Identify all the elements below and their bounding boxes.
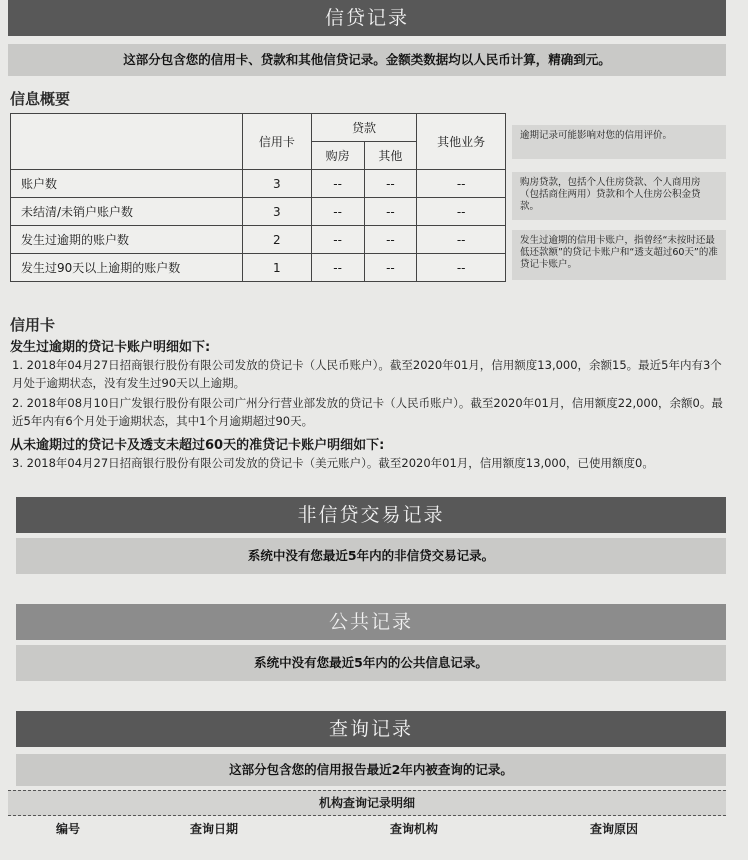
col-query-date: 查询日期 — [190, 822, 239, 836]
cell-cc: 3 — [243, 198, 312, 226]
note-house-loan: 购房贷款，包括个人住房贷款、个人商用房（包括商住两用）贷款和个人住房公积金贷款。 — [512, 172, 726, 220]
card-item-2: 2. 2018年08月10日广发银行股份有限公司广州分行营业部发放的贷记卡（人民币账户）。截至2020年01月，信用额度22,000，余额0。最近5年内有6个月处于逾期状态，其中1个月逾期超过90天。 — [12, 396, 723, 428]
public-records-text: 系统中没有您最近5年内的公共信息记录。 — [16, 645, 726, 681]
table-row — [11, 226, 506, 254]
table-row — [11, 170, 506, 198]
note-overdue-impact: 逾期记录可能影响对您的信用评价。 — [512, 125, 726, 159]
overview-table — [10, 113, 506, 282]
note-overdue-account: 发生过逾期的信用卡账户，指曾经“未按时还最低还款额”的贷记卡账户和“透支超过60天”的准贷记卡账户。 — [512, 230, 726, 280]
col-other-business: 其他业务 — [417, 114, 506, 170]
overdue-cards-title: 发生过逾期的贷记卡账户明细如下: — [10, 340, 211, 355]
cell-other: -- — [364, 198, 417, 226]
card-item-3: 3. 2018年04月27日招商银行股份有限公司发放的贷记卡（美元账户）。截至2020年01月，信用额度13,000，已使用额度0。 — [12, 456, 654, 470]
cell-other: -- — [364, 170, 417, 198]
col-loan: 贷款 — [311, 114, 417, 142]
row-label: 发生过90天以上逾期的账户数 — [11, 254, 243, 282]
inquiry-text: 这部分包含您的信用报告最近2年内被查询的记录。 — [16, 754, 726, 786]
row-label: 账户数 — [11, 170, 243, 198]
col-query-reason: 查询原因 — [590, 822, 639, 836]
cell-cc: 2 — [243, 226, 312, 254]
cell-house: -- — [311, 198, 364, 226]
non-credit-text: 系统中没有您最近5年内的非信贷交易记录。 — [16, 538, 726, 574]
cell-other: -- — [364, 226, 417, 254]
cell-other: -- — [364, 254, 417, 282]
card-item-1: 1. 2018年04月27日招商银行股份有限公司发放的贷记卡（人民币账户）。截至2020年01月，信用额度13,000，余额15。最近5年内有3个月处于逾期状态，没有发生过90天以上逾期。 — [12, 358, 722, 390]
row-label: 发生过逾期的账户数 — [11, 226, 243, 254]
cell-biz: -- — [417, 254, 506, 282]
credit-card-heading: 信用卡 — [10, 316, 56, 334]
inquiry-title-bar: 查询记录 — [16, 711, 726, 747]
nonoverdue-cards-title: 从未逾期过的贷记卡及透支未超过60天的准贷记卡账户明细如下: — [10, 438, 385, 453]
inquiry-table-title: 机构查询记录明细 — [8, 790, 726, 816]
cell-cc: 1 — [243, 254, 312, 282]
cell-house: -- — [311, 170, 364, 198]
non-credit-title-bar: 非信贷交易记录 — [16, 497, 726, 533]
col-house: 购房 — [311, 142, 364, 170]
public-records-title-bar: 公共记录 — [16, 604, 726, 640]
col-number: 编号 — [56, 822, 81, 836]
cell-biz: -- — [417, 226, 506, 254]
credit-records-title-bar: 信贷记录 — [8, 0, 726, 36]
cell-biz: -- — [417, 170, 506, 198]
table-row — [11, 198, 506, 226]
col-other: 其他 — [364, 142, 417, 170]
cell-cc: 3 — [243, 170, 312, 198]
table-row — [11, 254, 506, 282]
col-credit-card: 信用卡 — [243, 114, 312, 170]
credit-records-subtitle: 这部分包含您的信用卡、贷款和其他信贷记录。金额类数据均以人民币计算，精确到元。 — [8, 44, 726, 76]
cell-house: -- — [311, 254, 364, 282]
row-label: 未结清/未销户账户数 — [11, 198, 243, 226]
overview-corner-cell — [11, 114, 243, 170]
cell-house: -- — [311, 226, 364, 254]
col-query-org: 查询机构 — [390, 822, 439, 836]
overview-heading: 信息概要 — [10, 90, 71, 108]
cell-biz: -- — [417, 198, 506, 226]
